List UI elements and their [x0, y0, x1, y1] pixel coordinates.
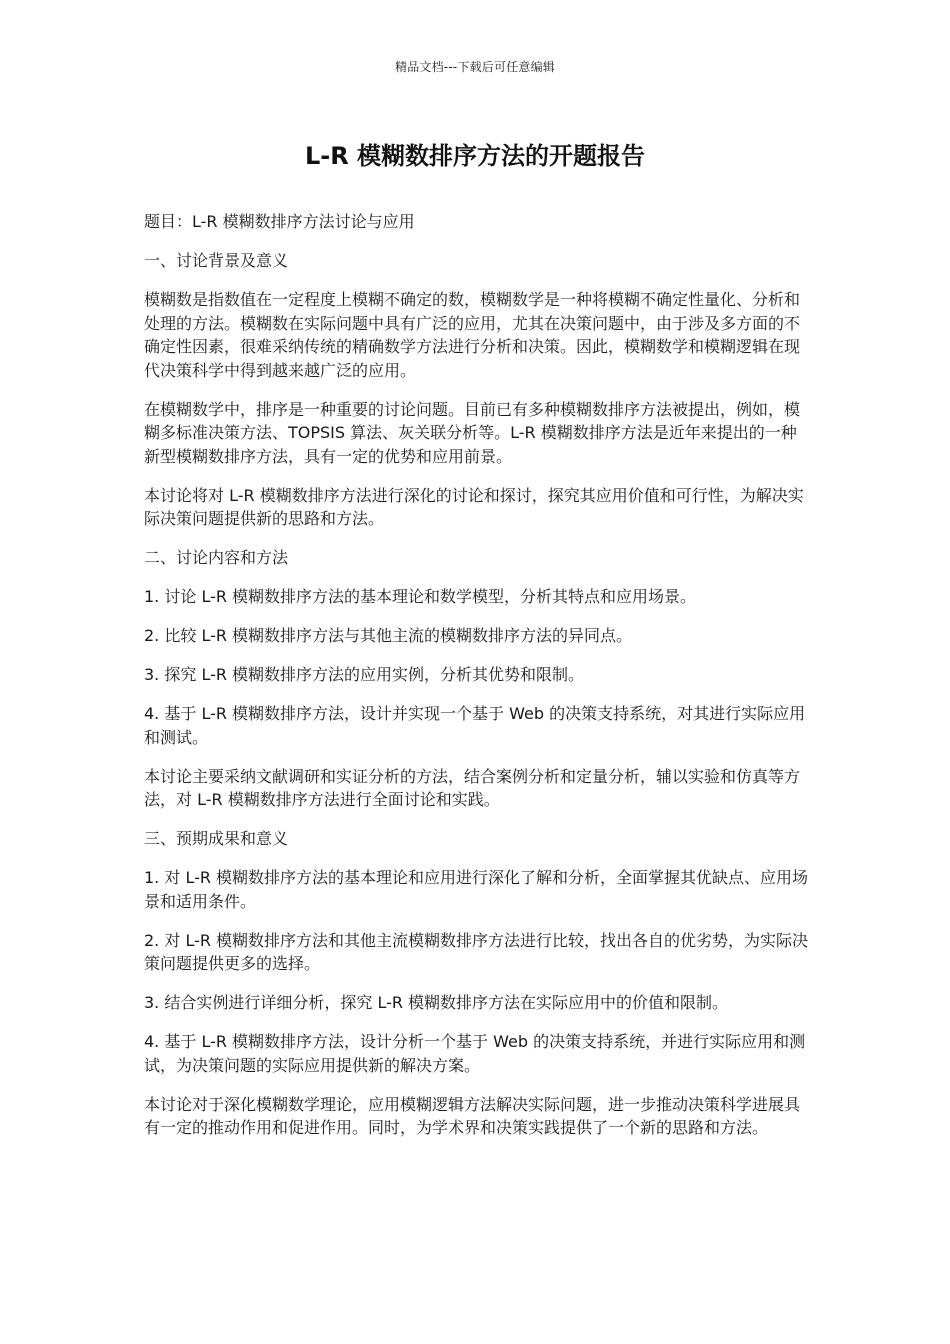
list-item: 2. 比较 L-R 模糊数排序方法与其他主流的模糊数排序方法的异同点。 — [144, 626, 633, 645]
paragraph: 在模糊数学中，排序是一种重要的讨论问题。目前已有多种模糊数排序方法被提出，例如，模糊多标准决策方法、TOPSIS 算法、灰关联分析等。L-R 模糊数排序方法是近年来提出的一种新型模糊数排序方法，具有一定的优势和应用前景。 — [144, 399, 801, 466]
section-heading-background: 一、讨论背景及意义 — [144, 251, 289, 270]
list-item: 2. 对 L-R 模糊数排序方法和其他主流模糊数排序方法进行比较，找出各自的优劣势，为实际决策问题提供更多的选择。 — [144, 930, 809, 973]
section-heading-expected-results: 三、预期成果和意义 — [144, 829, 289, 848]
section-heading-content-methods: 二、讨论内容和方法 — [144, 548, 289, 567]
paragraph: 模糊数是指数值在一定程度上模糊不确定的数，模糊数学是一种将模糊不确定性量化、分析和处理的方法。模糊数在实际问题中具有广泛的应用，尤其在决策问题中，由于涉及多方面的不确定性因素，很难采纳传统的精确数学方法进行分析和决策。因此，模糊数学和模糊逻辑在现代决策科学中得到越来越广泛的应用。 — [144, 290, 801, 380]
document-body — [144, 210, 812, 1155]
list-item: 4. 基于 L-R 模糊数排序方法，设计并实现一个基于 Web 的决策支持系统，对其进行实际应用和测试。 — [144, 704, 806, 747]
list-item: 3. 探究 L-R 模糊数排序方法的应用实例，分析其优势和限制。 — [144, 665, 585, 684]
paragraph: 本讨论主要采纳文献调研和实证分析的方法，结合案例分析和定量分析，辅以实验和仿真等方法，对 L-R 模糊数排序方法进行全面讨论和实践。 — [144, 766, 801, 809]
list-item: 1. 讨论 L-R 模糊数排序方法的基本理论和数学模型，分析其特点和应用场景。 — [144, 587, 697, 606]
paragraph: 本讨论将对 L-R 模糊数排序方法进行深化的讨论和探讨，探究其应用价值和可行性，为解决实际决策问题提供新的思路和方法。 — [144, 485, 804, 528]
topic-line: 题目：L-R 模糊数排序方法讨论与应用 — [144, 212, 415, 231]
list-item: 3. 结合实例进行详细分析，探究 L-R 模糊数排序方法在实际应用中的价值和限制。 — [144, 993, 729, 1012]
document-title: L-R 模糊数排序方法的开题报告 — [304, 142, 646, 170]
list-item: 4. 基于 L-R 模糊数排序方法，设计分析一个基于 Web 的决策支持系统，并进行实际应用和测试，为决策问题的实际应用提供新的解决方案。 — [144, 1032, 806, 1075]
list-item: 1. 对 L-R 模糊数排序方法的基本理论和应用进行深化了解和分析，全面掌握其优缺点、应用场景和适用条件。 — [144, 868, 809, 911]
paragraph: 本讨论对于深化模糊数学理论，应用模糊逻辑方法解决实际问题，进一步推动决策科学进展具有一定的推动作用和促进作用。同时，为学术界和决策实践提供了一个新的思路和方法。 — [144, 1094, 801, 1137]
header-note: 精品文档---下载后可任意编辑 — [395, 60, 555, 74]
